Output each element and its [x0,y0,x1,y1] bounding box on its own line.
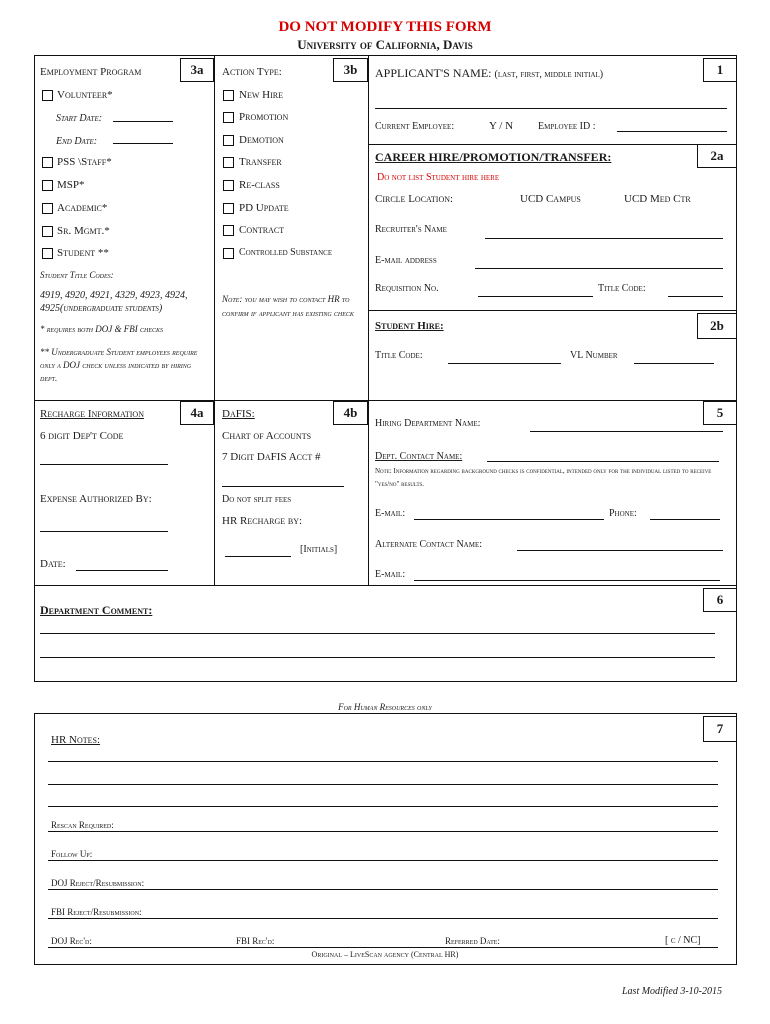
recruiter-email-label: E-mail address [375,255,437,266]
section-2a-tag: 2a [697,144,737,168]
last-modified: Last Modified 3-10-2015 [622,986,722,997]
career-hire-title: CAREER HIRE/PROMOTION/TRANSFER: [375,150,612,164]
action-type-title: Action Type: [222,66,282,78]
checkbox-volunteer[interactable] [42,90,53,101]
divider [34,585,737,586]
doj-reject-label: DOJ Reject/Resubmission: [51,878,145,888]
expense-authorized-label: Expense Authorized By: [40,493,152,505]
rescan-label: Rescan Required: [51,820,114,830]
location-ucd-campus[interactable]: UCD Campus [520,193,581,205]
section-3a-tag: 3a [180,58,214,82]
dept-code-field[interactable] [40,464,168,465]
student-hire-title: Student Hire: [375,320,444,332]
checkbox-pd-update[interactable] [223,203,234,214]
student-title-code-label: Title Code: [375,350,423,361]
recruiter-name-field[interactable] [485,238,723,239]
recruiter-name-label: Recruiter's Name [375,224,447,235]
career-title-code-field[interactable] [668,296,723,297]
contact-email-label: E-mail: [375,508,406,519]
dafis-title: DaFIS: [222,408,255,420]
section-3b-tag: 3b [333,58,368,82]
hr-notes-line-2[interactable] [48,784,718,785]
dafis-acct-label: 7 Digit DaFIS Acct # [222,451,321,463]
student-title-codes: 4919, 4920, 4921, 4329, 4923, 4924, 4925(undergraduate students) [40,290,188,314]
divider [34,400,737,401]
option-controlled-substance: Controlled Substance [239,247,333,258]
divider [368,55,369,585]
chart-of-accounts-label: Chart of Accounts [222,430,312,442]
location-ucd-med-ctr[interactable]: UCD Med Ctr [624,193,691,205]
career-title-code-label: Title Code: [598,283,646,294]
option-msp: MSP* [57,179,85,191]
employment-program-title: Employment Program [40,66,142,78]
current-employee-yn[interactable]: Y / N [489,120,514,132]
fbi-reject-label: FBI Reject/Resubmission: [51,907,142,917]
start-date-label: Start Date: [56,113,103,124]
phone-label: Phone: [609,508,637,519]
option-sr-mgmt: Sr. Mgmt.* [57,225,110,237]
confidential-note: Note: Information regarding background checks is confidential, intended only for the individual listed to receive "yes/no" results. [375,467,712,488]
hr-notes-label: HR Notes: [51,734,101,746]
do-not-split-label: Do not split fees [222,494,292,505]
recharge-date-label: Date: [40,558,66,570]
department-comment-label: Department Comment: [40,603,153,617]
undergrad-note: ** Undergraduate Student employees require only a DOJ check unless indicated by hiring dept. [40,347,198,383]
student-title-codes-label: Student Title Codes: [40,270,114,280]
section-4b-tag: 4b [333,401,368,425]
section-7-tag: 7 [703,716,737,742]
section-1-tag: 1 [703,58,737,82]
checkbox-msp[interactable] [42,180,53,191]
option-pss-staff: PSS \Staff* [57,156,112,168]
checkbox-student[interactable] [42,248,53,259]
hr-notes-line-3[interactable] [48,806,718,807]
option-new-hire: New Hire [239,89,283,101]
rescan-field[interactable] [48,831,718,832]
no-student-warning: Do not list Student hire here [377,172,500,183]
action-type-note: Note: you may wish to contact HR to confirm if applicant has existing check [222,294,354,318]
divider [368,144,737,145]
employee-id-field[interactable] [617,131,727,132]
alt-email-field[interactable] [414,580,720,581]
circle-location-label: Circle Location: [375,193,454,205]
recd-line[interactable] [48,947,718,948]
alt-contact-label: Alternate Contact Name: [375,539,483,550]
dept-contact-label: Dept. Contact Name: [375,451,463,462]
dept-code-label: 6 digit Dep't Code [40,430,124,442]
checkbox-promotion[interactable] [223,112,234,123]
requisition-no-label: Requisition No. [375,283,439,294]
employee-id-label: Employee ID : [538,121,596,132]
checkbox-academic[interactable] [42,203,53,214]
applicant-name-label: APPLICANT'S NAME: (last, first, middle initial) [375,66,604,80]
form-warning-title: DO NOT MODIFY THIS FORM [278,19,492,35]
hr-box [34,713,737,965]
recharge-info-title: Recharge Information [40,408,144,420]
checkbox-re-class[interactable] [223,180,234,191]
checkbox-contract[interactable] [223,225,234,236]
option-pd-update: PD Update [239,202,289,214]
checkbox-controlled-substance[interactable] [223,248,234,259]
option-volunteer: Volunteer* [57,89,113,101]
end-date-label: End Date: [56,136,98,147]
alt-email-label: E-mail: [375,569,406,580]
divider [214,55,215,585]
hiring-dept-label: Hiring Department Name: [375,418,481,429]
start-date-field[interactable] [113,121,173,122]
current-employee-label: Current Employee: [375,121,455,132]
option-student: Student ** [57,247,109,259]
option-re-class: Re-class [239,179,280,191]
fbi-recd-label: FBI Rec'd: [236,936,275,946]
initials-label: [Initials] [300,544,338,555]
follow-up-label: Follow Up: [51,849,93,859]
follow-up-field[interactable] [48,860,718,861]
dept-contact-field[interactable] [487,461,719,462]
hr-recharge-label: HR Recharge by: [222,515,303,527]
requisition-no-field[interactable] [478,296,593,297]
original-copy-note: Original – LiveScan agency (Central HR) [311,950,459,959]
student-title-code-field[interactable] [448,363,561,364]
hiring-dept-field[interactable] [530,431,723,432]
doj-reject-field[interactable] [48,889,718,890]
applicant-name-field[interactable] [375,108,727,109]
comment-line-2[interactable] [40,657,715,658]
checkbox-transfer[interactable] [223,157,234,168]
requires-note: * requires both DOJ & FBI checks [40,324,163,334]
referred-date-label: Referred Date: [445,936,500,946]
fbi-reject-field[interactable] [48,918,718,919]
hr-notes-line-1[interactable] [48,761,718,762]
vl-number-field[interactable] [634,363,714,364]
dafis-acct-field[interactable] [222,486,344,487]
option-transfer: Transfer [239,156,282,168]
c-nc-label: [ c / NC] [665,935,701,946]
recruiter-email-field[interactable] [475,268,723,269]
section-5-tag: 5 [703,401,737,425]
recharge-date-field[interactable] [76,570,168,571]
end-date-field[interactable] [113,143,173,144]
initials-field[interactable] [225,556,291,557]
option-demotion: Demotion [239,134,284,146]
hr-only-heading: For Human Resources only [338,702,432,712]
university-name: University of California, Davis [297,37,473,52]
phone-field[interactable] [650,519,720,520]
section-2b-tag: 2b [697,313,737,339]
option-contract: Contract [239,224,285,236]
option-academic: Academic* [57,202,108,214]
vl-number-label: VL Number [570,350,618,361]
checkbox-sr-mgmt[interactable] [42,226,53,237]
checkbox-pss-staff[interactable] [42,157,53,168]
comment-line-1[interactable] [40,633,715,634]
checkbox-demotion[interactable] [223,135,234,146]
alt-contact-field[interactable] [517,550,723,551]
section-6-tag: 6 [703,588,737,612]
contact-email-field[interactable] [414,519,604,520]
expense-authorized-field[interactable] [40,531,168,532]
section-4a-tag: 4a [180,401,214,425]
option-promotion: Promotion [239,111,289,123]
divider [368,310,737,311]
checkbox-new-hire[interactable] [223,90,234,101]
doj-recd-label: DOJ Rec'd: [51,936,92,946]
